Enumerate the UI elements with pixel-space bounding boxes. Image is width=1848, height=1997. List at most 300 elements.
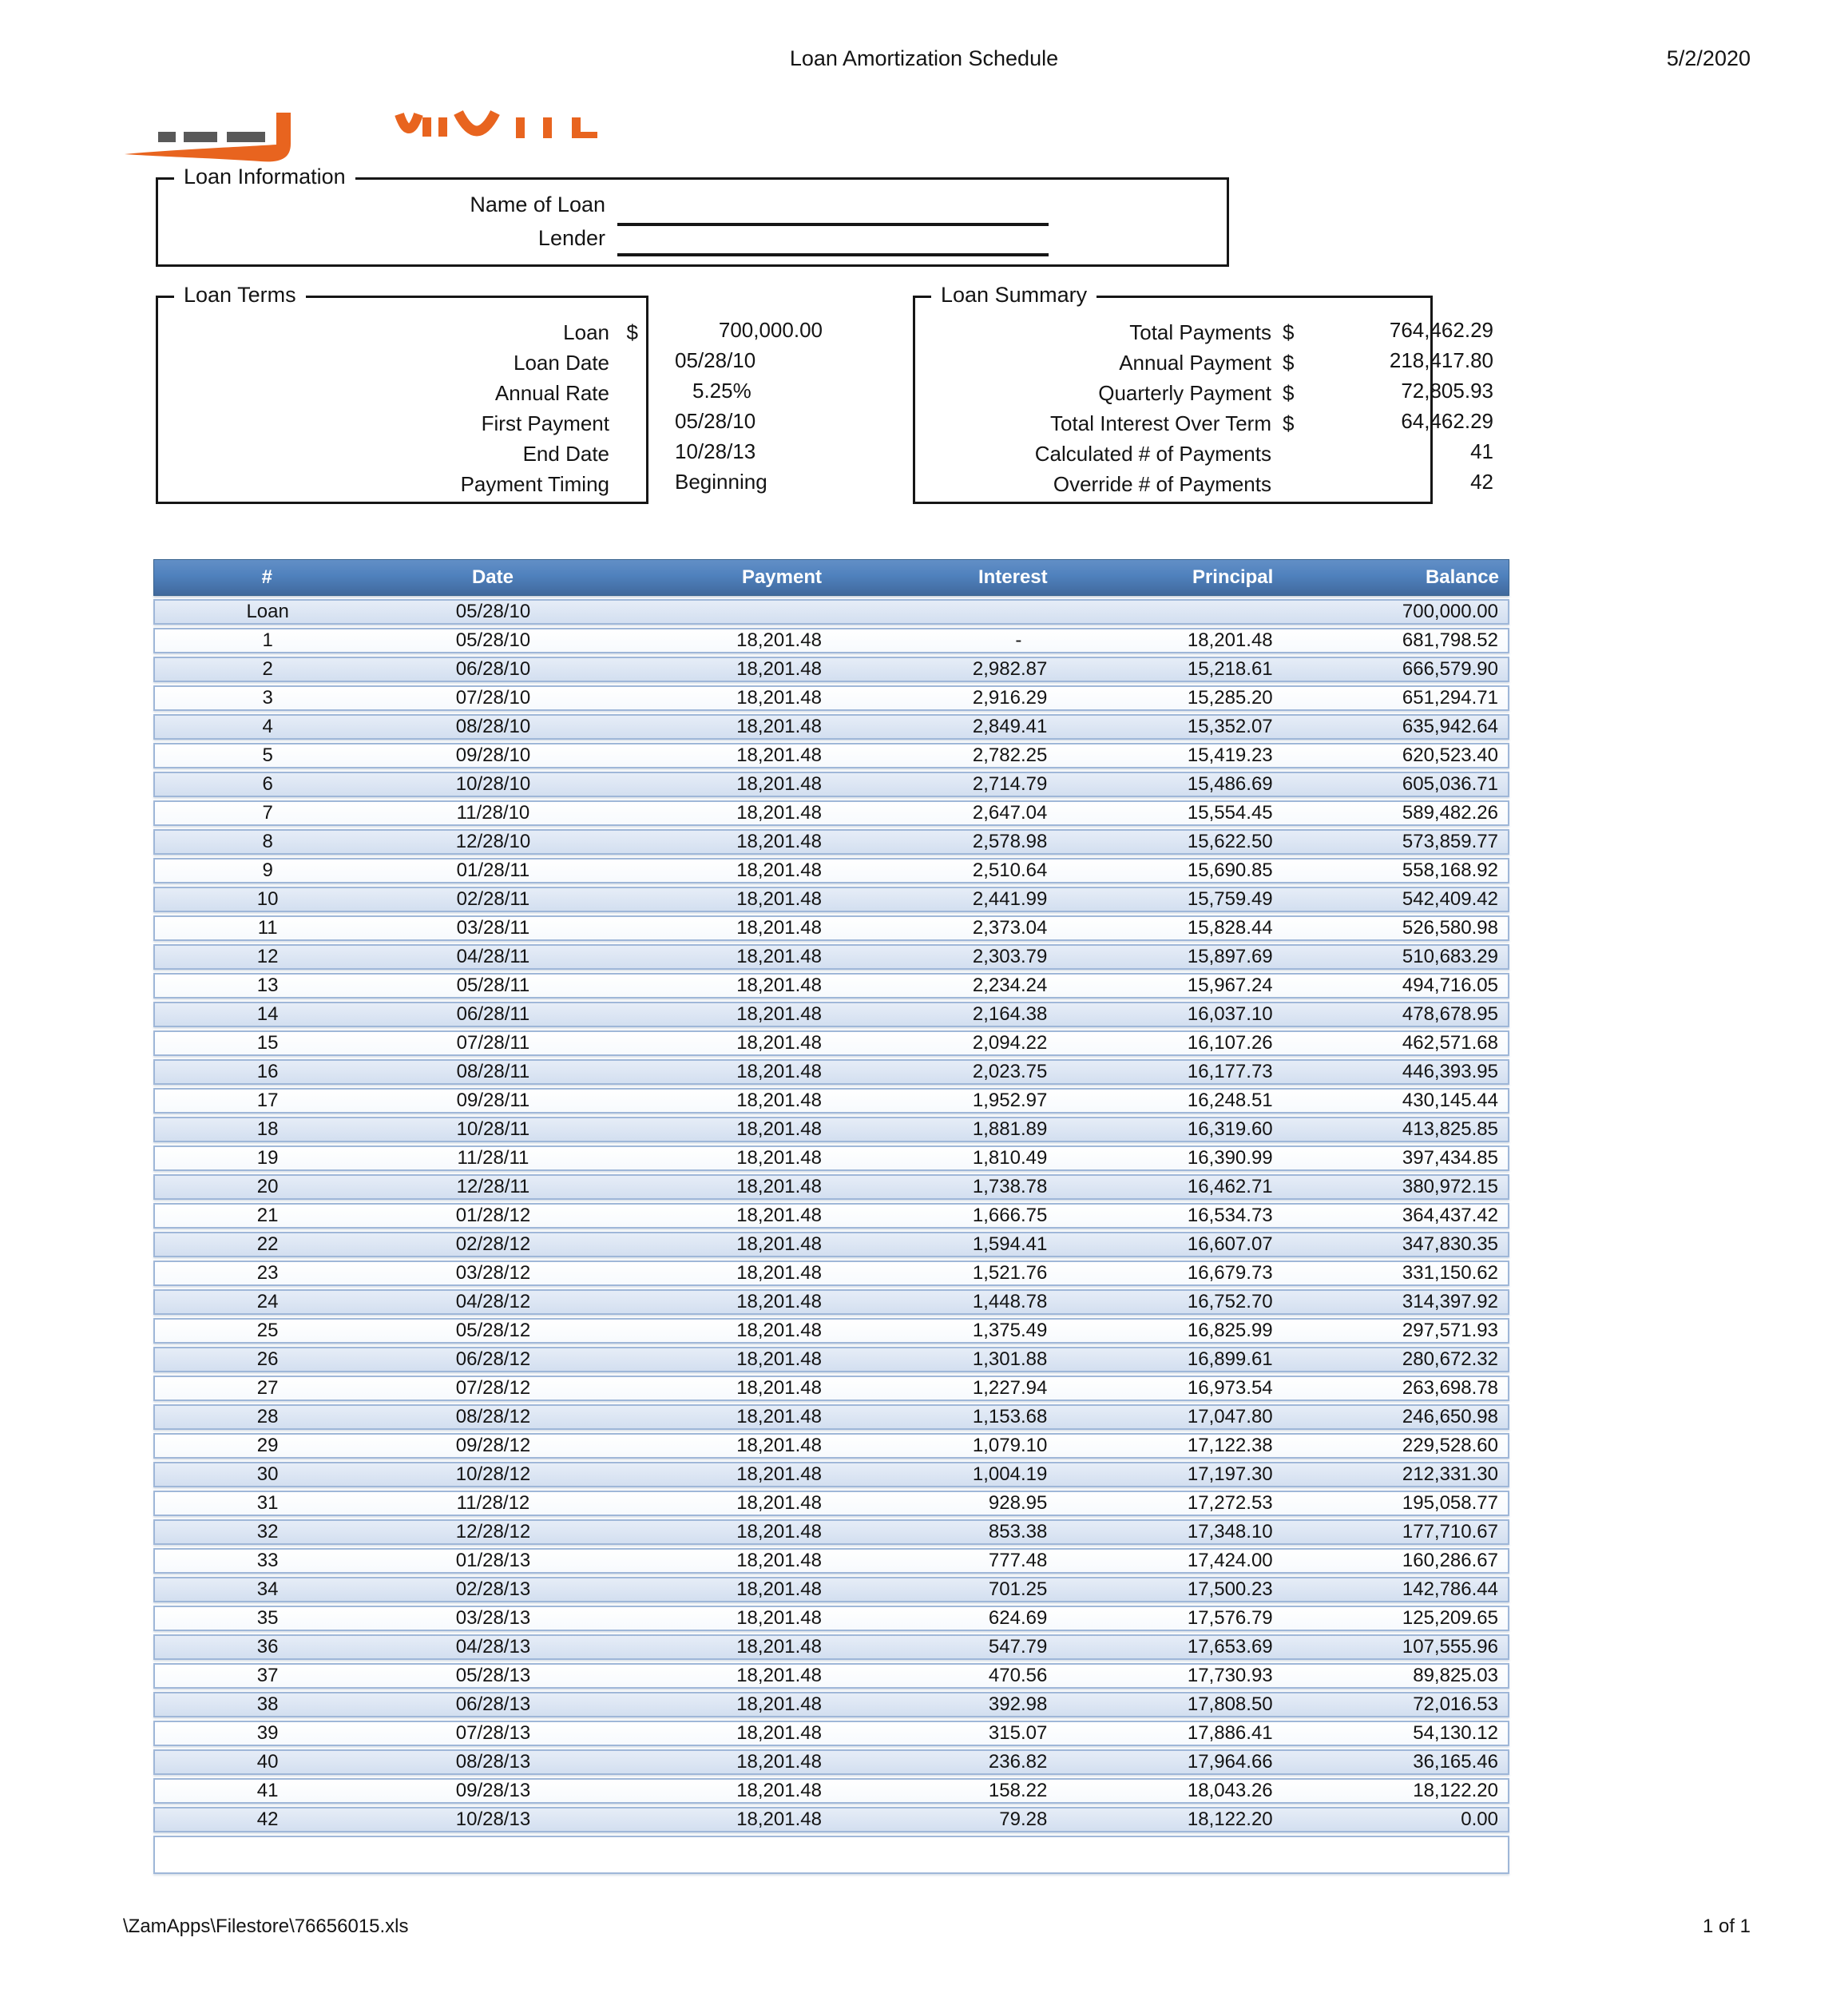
cell-balance: 0.00 [1461,1808,1498,1830]
currency-symbol [609,347,638,378]
company-logo [120,108,599,172]
cell-num: 18 [256,1118,279,1140]
cell-payment: 18,201.48 [736,629,822,651]
field-label: Total Payments [1129,320,1271,344]
cell-date: 06/28/10 [455,658,531,680]
cell-interest: 928.95 [988,1492,1048,1514]
field-value: 72,805.93 [1401,379,1493,403]
table-row [153,1117,1509,1142]
cell-payment: 18,201.48 [736,917,822,939]
cell-date: 03/28/11 [456,917,530,939]
cell-date: 04/28/12 [455,1291,531,1312]
cell-payment: 18,201.48 [736,1320,822,1341]
cell-num: 13 [256,975,279,996]
cell-balance: 72,016.53 [1413,1693,1498,1715]
cell-payment: 18,201.48 [736,1521,822,1542]
field-value: 218,417.80 [1389,348,1493,372]
cell-balance: 620,523.40 [1402,744,1498,766]
cell-interest: 1,952.97 [972,1090,1048,1111]
cell-payment: 18,201.48 [736,860,822,881]
cell-balance: 430,145.44 [1402,1090,1498,1111]
cell-num: 8 [262,831,273,852]
currency-symbol [609,469,638,499]
cell-interest: 2,094.22 [972,1032,1048,1054]
cell-num: 22 [256,1233,279,1255]
cell-principal: 17,122.38 [1187,1435,1273,1456]
table-row [153,1807,1509,1832]
cell-date: 10/28/10 [455,773,531,795]
logo-dash-icon [227,132,265,142]
table-row [153,1778,1509,1804]
table-row [153,1749,1509,1775]
loan-summary-values [1310,315,1493,497]
cell-date: 06/28/11 [456,1003,530,1025]
loan-terms-labels [158,317,646,499]
cell-principal: 15,967.24 [1187,975,1273,996]
cell-balance: 397,434.85 [1402,1147,1498,1169]
cell-date: 03/28/13 [455,1607,531,1629]
cell-balance: 142,786.44 [1402,1578,1498,1600]
cell-interest: 1,594.41 [972,1233,1048,1255]
cell-principal: 15,828.44 [1187,917,1273,939]
cell-principal: 16,319.60 [1187,1118,1273,1140]
cell-balance: 195,058.77 [1402,1492,1498,1514]
cell-payment: 18,201.48 [736,1751,822,1773]
cell-balance: 635,942.64 [1402,716,1498,737]
table-row [153,1059,1509,1085]
cell-balance: 700,000.00 [1402,601,1498,622]
cell-num: 6 [262,773,273,795]
cell-payment: 18,201.48 [736,1176,822,1197]
cell-date: 12/28/11 [456,1176,530,1197]
table-row [153,1577,1509,1602]
currency-symbol [609,378,638,408]
field-label: Payment Timing [460,472,609,496]
cell-interest: 2,164.38 [972,1003,1048,1025]
cell-date: 03/28/12 [455,1262,531,1284]
cell-interest: 2,234.24 [972,975,1048,996]
cell-interest: 2,303.79 [972,946,1048,967]
loan-info-blank-line [617,253,1049,256]
cell-num: 19 [256,1147,279,1169]
cell-date: 10/28/12 [455,1463,531,1485]
cell-interest: 315.07 [988,1722,1048,1744]
cell-principal: 17,424.00 [1187,1550,1273,1571]
cell-num: 30 [256,1463,279,1485]
cell-payment: 18,201.48 [736,1607,822,1629]
cell-balance: 177,710.67 [1402,1521,1498,1542]
cell-payment: 18,201.48 [736,1722,822,1744]
cell-principal: 16,107.26 [1187,1032,1273,1054]
cell-num: 27 [256,1377,279,1399]
cell-payment: 18,201.48 [736,1492,822,1514]
cell-date: 08/28/10 [455,716,531,737]
cell-interest: 1,448.78 [972,1291,1048,1312]
cell-principal [1057,601,1282,623]
cell-date: 08/28/11 [456,1061,530,1082]
cell-date: 06/28/12 [455,1348,531,1370]
loan-information-legend: Loan Information [174,165,355,189]
cell-payment: 18,201.48 [736,888,822,910]
currency-symbol [609,439,638,469]
cell-payment: 18,201.48 [736,773,822,795]
cell-num: 21 [256,1205,279,1226]
loan-info-field-row [158,224,1227,255]
cell-interest: 236.82 [988,1751,1048,1773]
cell-num: 26 [256,1348,279,1370]
loan-terms-row [158,378,646,408]
loan-terms-row [158,439,646,469]
cell-payment: 18,201.48 [736,1061,822,1082]
cell-date: 01/28/12 [455,1205,531,1226]
cell-date: 04/28/11 [456,946,530,967]
cell-principal: 17,348.10 [1187,1521,1273,1542]
cell-balance: 212,331.30 [1402,1463,1498,1485]
cell-balance: 331,150.62 [1402,1262,1498,1284]
cell-num: 41 [256,1780,279,1801]
currency-symbol: $ [1283,320,1295,344]
cell-interest: 1,521.76 [972,1262,1048,1284]
cell-date: 12/28/10 [455,831,531,852]
table-row [153,772,1509,797]
cell-balance: 89,825.03 [1413,1665,1498,1686]
cell-balance: 347,830.35 [1402,1233,1498,1255]
field-label: Calculated # of Payments [1034,442,1271,466]
cell-principal: 15,419.23 [1187,744,1273,766]
cell-principal: 17,730.93 [1187,1665,1273,1686]
table-row [153,1491,1509,1516]
cell-balance: 263,698.78 [1402,1377,1498,1399]
cell-principal: 15,486.69 [1187,773,1273,795]
cell-balance: 666,579.90 [1402,658,1498,680]
amortization-table-body [153,599,1509,1874]
field-value: 764,462.29 [1389,318,1493,342]
cell-num: 20 [256,1176,279,1197]
field-label: Override # of Payments [1053,472,1271,496]
cell-interest: 2,714.79 [972,773,1048,795]
cell-principal: 16,390.99 [1187,1147,1273,1169]
cell-payment: 18,201.48 [736,1377,822,1399]
cell-date: 04/28/13 [455,1636,531,1658]
cell-principal: 15,285.20 [1187,687,1273,709]
cell-num: 15 [256,1032,279,1054]
cell-balance: 18,122.20 [1413,1780,1498,1801]
field-value: 5.25% [692,379,751,403]
cell-principal: 16,899.61 [1187,1348,1273,1370]
field-label: Loan Date [514,351,609,375]
column-header-balance: Balance [1425,566,1499,588]
field-label: Annual Rate [494,381,609,405]
cell-date: 01/28/11 [456,860,530,881]
table-row [153,628,1509,653]
cell-date: 02/28/12 [455,1233,531,1255]
cell-num: 42 [256,1808,279,1830]
field-label: Total Interest Over Term [1050,411,1271,435]
table-row [153,657,1509,682]
cell-principal: 17,047.80 [1187,1406,1273,1427]
cell-principal: 15,690.85 [1187,860,1273,881]
cell-principal: 16,462.71 [1187,1176,1273,1197]
field-value: 41 [1470,439,1493,463]
cell-num: 11 [257,917,278,939]
cell-num: 33 [256,1550,279,1571]
table-row [153,1002,1509,1027]
table-row [153,1174,1509,1200]
cell-balance: 494,716.05 [1402,975,1498,996]
cell-interest: 1,375.49 [972,1320,1048,1341]
cell-num: 3 [262,687,273,709]
cell-balance: 280,672.32 [1402,1348,1498,1370]
table-row [153,858,1509,883]
cell-principal: 15,352.07 [1187,716,1273,737]
cell-payment: 18,201.48 [736,716,822,737]
cell-num: 29 [256,1435,279,1456]
cell-num: 14 [256,1003,279,1025]
cell-num: 16 [256,1061,279,1082]
cell-date: 02/28/11 [456,888,530,910]
cell-date: 05/28/10 [455,629,531,651]
cell-payment: 18,201.48 [736,687,822,709]
cell-date: 09/28/10 [455,744,531,766]
table-row [153,1318,1509,1344]
cell-num: 1 [262,629,273,651]
table-row [153,1433,1509,1459]
cell-principal: 17,272.53 [1187,1492,1273,1514]
cell-interest: 2,782.25 [972,744,1048,766]
cell-balance: 573,859.77 [1402,831,1498,852]
cell-interest: 2,982.87 [972,658,1048,680]
cell-date: 10/28/11 [456,1118,530,1140]
cell-principal: 17,500.23 [1187,1578,1273,1600]
cell-num: 10 [256,888,279,910]
cell-num: 9 [262,860,273,881]
cell-payment: 18,201.48 [736,1463,822,1485]
cell-date: 07/28/11 [456,1032,530,1054]
table-row [153,1030,1509,1056]
cell-payment: 18,201.48 [736,1090,822,1111]
cell-date: 05/28/13 [455,1665,531,1686]
cell-payment: 18,201.48 [736,1578,822,1600]
page-number: 1 of 1 [1702,1916,1751,1937]
cell-payment: 18,201.48 [736,1550,822,1571]
table-row [153,1519,1509,1545]
cell-principal: 16,607.07 [1187,1233,1273,1255]
field-value: 42 [1470,470,1493,494]
cell-num: 38 [256,1693,279,1715]
table-row [153,599,1509,625]
table-row [153,973,1509,998]
cell-balance: 160,286.67 [1402,1550,1498,1571]
cell-payment: 18,201.48 [736,1147,822,1169]
cell-payment: 18,201.48 [736,1780,822,1801]
cell-interest: 2,023.75 [972,1061,1048,1082]
cell-num: 32 [256,1521,279,1542]
loan-terms-legend: Loan Terms [174,283,306,308]
column-header-payment: Payment [741,566,822,588]
field-label: Quarterly Payment [1098,381,1271,405]
cell-payment: 18,201.48 [736,946,822,967]
column-header-date: Date [471,566,514,588]
cell-interest: 2,441.99 [972,888,1048,910]
cell-interest: 1,079.10 [972,1435,1048,1456]
cell-interest: 392.98 [988,1693,1048,1715]
currency-symbol: $ [1283,411,1295,435]
loan-terms-row [158,317,646,347]
cell-balance: 478,678.95 [1402,1003,1498,1025]
cell-interest: 1,810.49 [972,1147,1048,1169]
cell-interest: 1,666.75 [972,1205,1048,1226]
cell-balance: 651,294.71 [1402,687,1498,709]
cell-balance: 364,437.42 [1402,1205,1498,1226]
cell-num: Loan [246,601,289,622]
table-row [153,944,1509,970]
cell-payment: 18,201.48 [736,1406,822,1427]
cell-num: 24 [256,1291,279,1312]
cell-payment: 18,201.48 [736,1435,822,1456]
table-row [153,800,1509,826]
column-header-num: # [261,566,272,588]
cell-interest: 2,849.41 [972,716,1048,737]
cell-interest [831,601,1057,623]
cell-payment: 18,201.48 [736,1262,822,1284]
loan-information-panel [156,165,1229,267]
cell-date: 01/28/13 [455,1550,531,1571]
logo-dash-icon [158,132,176,142]
cell-principal: 17,886.41 [1187,1722,1273,1744]
cell-principal: 15,622.50 [1187,831,1273,852]
cell-interest: 547.79 [988,1636,1048,1658]
cell-balance: 314,397.92 [1402,1291,1498,1312]
cell-interest: 701.25 [988,1578,1048,1600]
cell-balance: 297,571.93 [1402,1320,1498,1341]
cell-principal: 16,037.10 [1187,1003,1273,1025]
cell-interest: 470.56 [988,1665,1048,1686]
column-header-principal: Principal [1192,566,1274,588]
loan-terms-values [675,315,823,497]
cell-num: 31 [256,1492,279,1514]
cell-principal: 15,897.69 [1187,946,1273,967]
cell-num: 7 [262,802,273,824]
company-logo-graphic [120,108,599,172]
cell-date: 05/28/11 [456,975,530,996]
field-value: Beginning [675,470,767,494]
table-row [153,1548,1509,1574]
cell-num: 37 [256,1665,279,1686]
cell-interest: 2,916.29 [972,687,1048,709]
cell-date: 12/28/12 [455,1521,531,1542]
cell-principal: 16,973.54 [1187,1377,1273,1399]
cell-num: 12 [256,946,279,967]
cell-payment: 18,201.48 [736,1665,822,1686]
table-row [153,1663,1509,1689]
cell-payment: 18,201.48 [736,1003,822,1025]
cell-interest: 1,004.19 [972,1463,1048,1485]
table-row [153,743,1509,768]
cell-principal: 17,576.79 [1187,1607,1273,1629]
cell-principal: 17,197.30 [1187,1463,1273,1485]
cell-interest: 624.69 [988,1607,1048,1629]
cell-balance: 605,036.71 [1402,773,1498,795]
cell-date: 09/28/11 [456,1090,530,1111]
table-row [153,1347,1509,1372]
cell-payment: 18,201.48 [736,1636,822,1658]
cell-payment: 18,201.48 [736,1808,822,1830]
cell-num: 25 [256,1320,279,1341]
cell-principal: 16,679.73 [1187,1262,1273,1284]
cell-date: 11/28/10 [456,802,530,824]
cell-principal: 17,808.50 [1187,1693,1273,1715]
cell-num: 28 [256,1406,279,1427]
cell-balance: 380,972.15 [1402,1176,1498,1197]
cell-principal: 15,554.45 [1187,802,1273,824]
cell-date: 09/28/12 [455,1435,531,1456]
cell-payment: 18,201.48 [736,1693,822,1715]
loan-terms-panel [156,283,648,504]
amortization-table-header [153,559,1509,596]
cell-date: 10/28/13 [455,1808,531,1830]
cell-num: 34 [256,1578,279,1600]
cell-interest: 2,510.64 [972,860,1048,881]
cell-num: 40 [256,1751,279,1773]
cell-payment: 18,201.48 [736,975,822,996]
file-path: \ZamApps\Filestore\76656015.xls [123,1916,409,1937]
cell-balance: 462,571.68 [1402,1032,1498,1054]
table-row [153,1404,1509,1430]
cell-principal: 16,825.99 [1187,1320,1273,1341]
cell-date: 11/28/11 [457,1147,529,1169]
cell-balance: 510,683.29 [1402,946,1498,967]
loan-info-field-row [158,191,1227,221]
cell-interest: 2,373.04 [972,917,1048,939]
table-row [153,829,1509,855]
cell-balance: 681,798.52 [1402,629,1498,651]
cell-date: 05/28/10 [455,601,531,622]
cell-interest: 1,227.94 [972,1377,1048,1399]
cell-date: 11/28/12 [456,1492,530,1514]
cell-payment: 18,201.48 [736,1118,822,1140]
currency-symbol: $ [1283,351,1295,375]
currency-symbol: $ [1283,381,1295,405]
cell-num: 39 [256,1722,279,1744]
table-row-empty [153,1836,1509,1874]
cell-date: 05/28/12 [455,1320,531,1341]
cell-payment: 18,201.48 [736,1032,822,1054]
cell-num: 4 [262,716,273,737]
cell-date: 06/28/13 [455,1693,531,1715]
table-row [153,1261,1509,1286]
cell-num: 35 [256,1607,279,1629]
cell-date: 07/28/10 [455,687,531,709]
table-row [153,1145,1509,1171]
field-value: 05/28/10 [675,409,756,433]
cell-balance: 54,130.12 [1413,1722,1498,1744]
amortization-table [153,559,1509,1874]
table-row [153,1462,1509,1487]
cell-balance: 107,555.96 [1402,1636,1498,1658]
cell-balance: 246,650.98 [1402,1406,1498,1427]
currency-symbol: $ [626,320,638,344]
currency-symbol [609,408,638,439]
cell-payment: 18,201.48 [736,802,822,824]
cell-date: 07/28/12 [455,1377,531,1399]
cell-principal: 18,043.26 [1187,1780,1273,1801]
table-row [153,1606,1509,1631]
field-label: Loan [563,320,609,344]
table-row [153,1634,1509,1660]
cell-num: 5 [262,744,273,766]
cell-payment: 18,201.48 [736,1205,822,1226]
cell-principal: 16,534.73 [1187,1205,1273,1226]
